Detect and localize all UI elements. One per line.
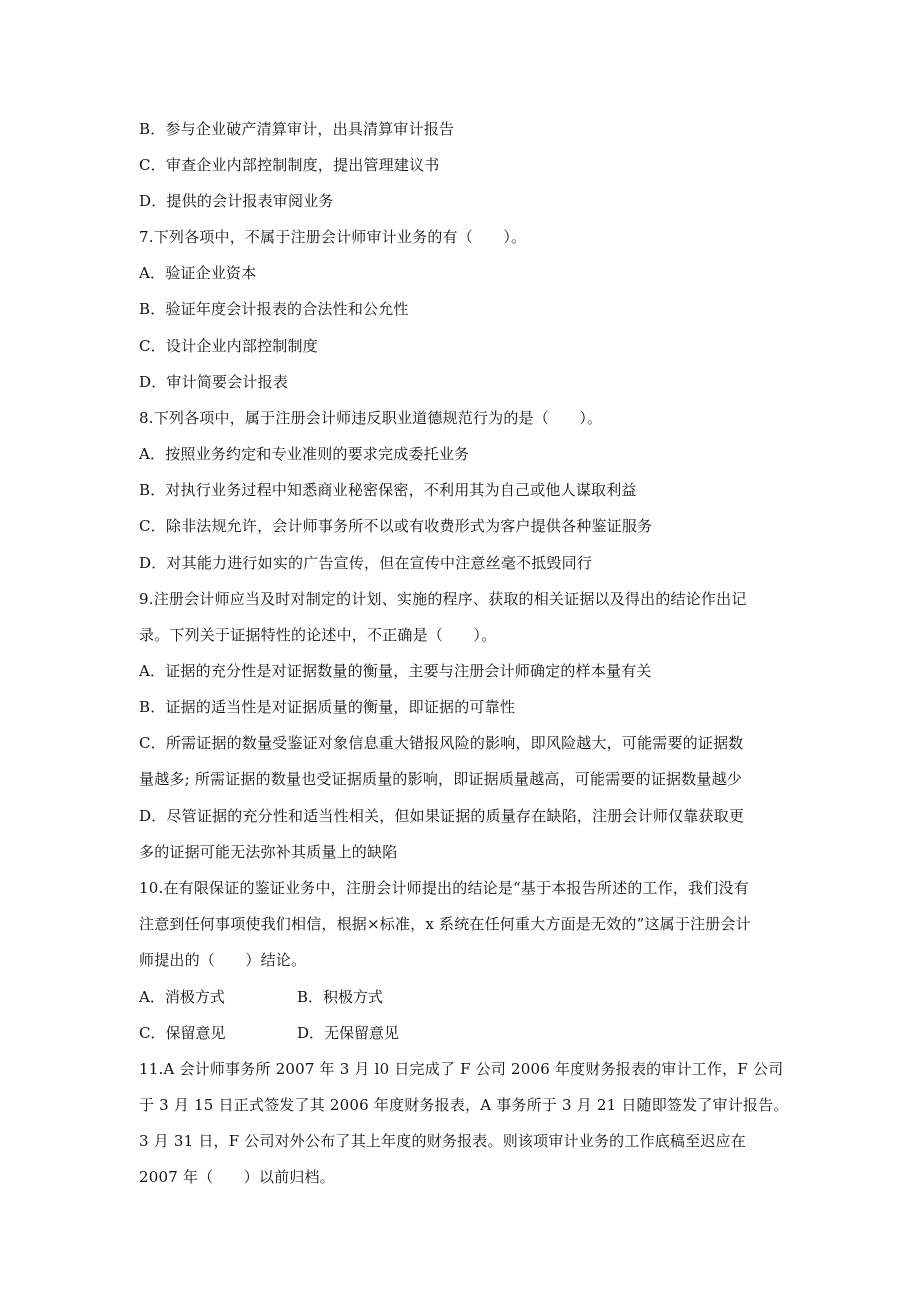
q6-option-b: B．参与企业破产清算审计，出具清算审计报告: [139, 120, 455, 138]
q6-option-c: C．审查企业内部控制制度，提出管理建议书: [139, 156, 440, 174]
q10-option-c: C．保留意见: [139, 1024, 226, 1042]
q8-stem: 8.下列各项中，属于注册会计师违反职业道德规范行为的是（ ）。: [139, 409, 603, 427]
q10-options-row-1: [139, 987, 383, 1007]
q9-option-d-line-2: 多的证据可能无法弥补其质量上的缺陷: [139, 843, 398, 861]
q11-stem-line-3: 3 月 31 日，F 公司对外公布了其上年度的财务报表。则该项审计业务的工作底稿至迟应在: [139, 1132, 746, 1150]
q6-option-d: D．提供的会计报表审阅业务: [139, 192, 334, 210]
q7-option-a: A．验证企业资本: [139, 264, 257, 282]
q8-option-b: B．对执行业务过程中知悉商业秘密保密，不利用其为自己或他人谋取利益: [139, 481, 637, 499]
q8-option-a: A．按照业务约定和专业准则的要求完成委托业务: [139, 445, 470, 463]
q8-option-c: C．除非法规允许，会计师事务所不以或有收费形式为客户提供各种鉴证服务: [139, 517, 653, 535]
q10-stem-line-2: 注意到任何事项使我们相信，根据×标准，x 系统在任何重大方面是无效的”这属于注册会计: [139, 915, 751, 933]
q10-option-d: D．无保留意见: [297, 1024, 400, 1042]
q7-option-b: B．验证年度会计报表的合法性和公允性: [139, 300, 409, 318]
q10-stem-line-1: 10.在有限保证的鉴证业务中，注册会计师提出的结论是“基于本报告所述的工作，我们没有: [139, 879, 749, 897]
q9-option-c-line-1: C．所需证据的数量受鉴证对象信息重大错报风险的影响，即风险越大，可能需要的证据数: [139, 734, 744, 752]
q9-stem-line-1: 9.注册会计师应当及时对制定的计划、实施的程序、获取的相关证据以及得出的结论作出记: [139, 590, 747, 608]
q11-stem-line-4: 2007 年（ ）以前归档。: [139, 1168, 335, 1186]
q8-option-d: D．对其能力进行如实的广告宣传，但在宣传中注意丝毫不抵毁同行: [139, 554, 593, 572]
q10-option-b: B．积极方式: [297, 988, 384, 1006]
q10-stem-line-3: 师提出的（ ）结论。: [139, 951, 307, 969]
q10-option-a: A．消极方式: [139, 988, 225, 1006]
q9-option-c-line-2: 量越多; 所需证据的数量也受证据质量的影响，即证据质量越高，可能需要的证据数量越少: [139, 770, 743, 788]
q9-option-d-line-1: D．尽管证据的充分性和适当性相关，但如果证据的质量存在缺陷，注册会计师仅靠获取更: [139, 807, 745, 825]
q7-stem: 7.下列各项中，不属于注册会计师审计业务的有（ ）。: [139, 228, 527, 246]
q9-stem-line-2: 录。下列关于证据特性的论述中，不正确是（ ）。: [139, 626, 497, 644]
q10-options-row-2: [139, 1023, 399, 1043]
q7-option-d: D．审计简要会计报表: [139, 373, 289, 391]
q9-option-a: A．证据的充分性是对证据数量的衡量，主要与注册会计师确定的样本量有关: [139, 662, 652, 680]
q9-option-b: B．证据的适当性是对证据质量的衡量，即证据的可靠性: [139, 698, 516, 716]
q7-option-c: C．设计企业内部控制制度: [139, 337, 318, 355]
q11-stem-line-2: 于 3 月 15 日正式签发了其 2006 年度财务报表，A 事务所于 3 月 21 日随即签发了审计报告。: [139, 1096, 789, 1114]
q11-stem-line-1: 11.A 会计师事务所 2007 年 3 月 l0 日完成了 F 公司 2006 年度财务报表的审计工作，F 公司: [139, 1060, 784, 1078]
